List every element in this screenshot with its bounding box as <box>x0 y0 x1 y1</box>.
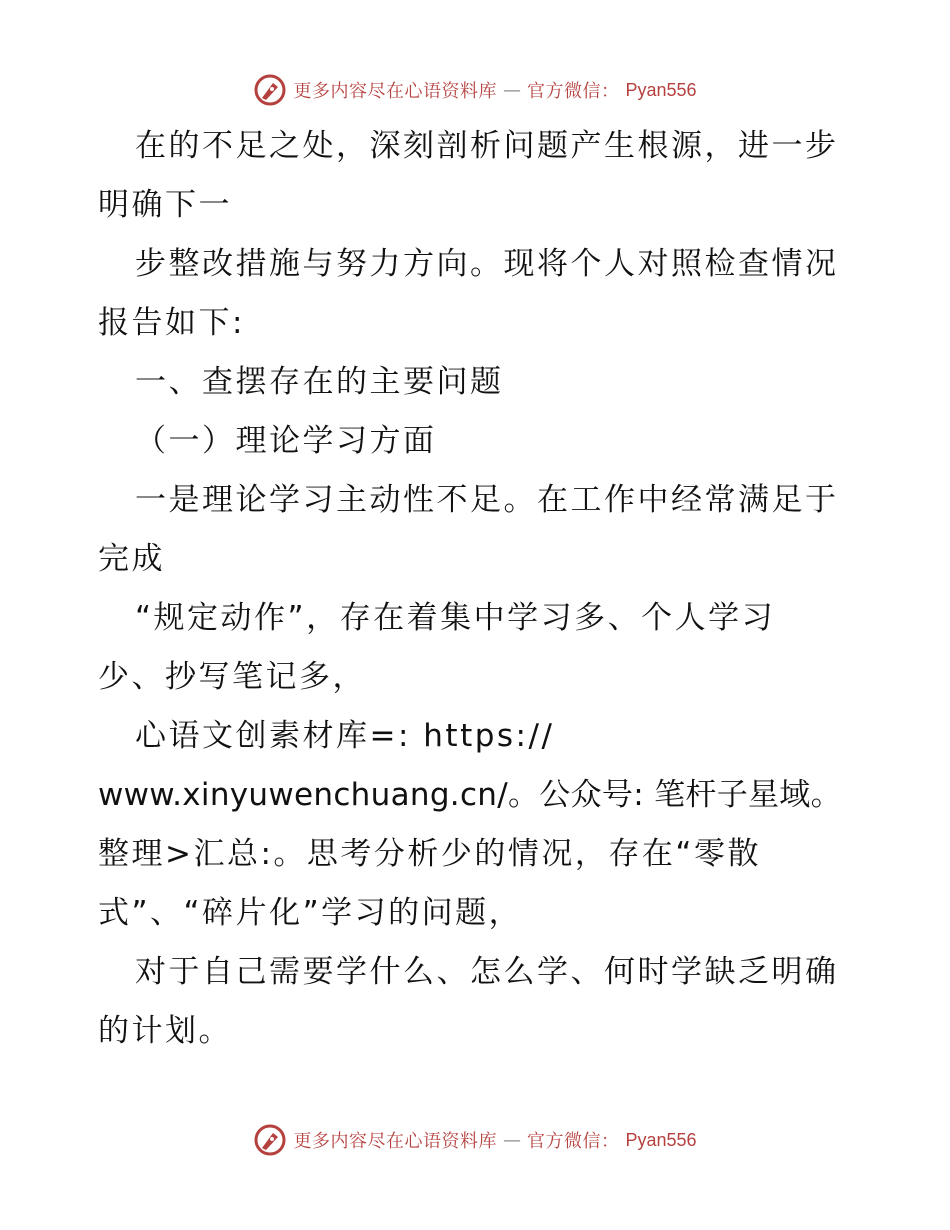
body-line: 步整改措施与努力方向。现将个人对照检查情况 <box>135 246 839 282</box>
body-line: 少、抄写笔记多， <box>98 659 366 695</box>
watermark-dash: — <box>502 79 521 101</box>
body-line: 在的不足之处，深刻剖析问题产生根源，进一步 <box>135 128 839 164</box>
watermark-wechat-id: Pyan556 <box>625 1129 697 1150</box>
body-line: 整理>汇总:。思考分析少的情况，存在“零散 <box>98 836 761 872</box>
watermark-wechat-label: 官方微信： <box>526 1131 620 1152</box>
body-line: 对于自己需要学什么、怎么学、何时学缺乏明确 <box>135 954 839 990</box>
body-line: 一是理论学习主动性不足。在工作中经常满足于 <box>135 482 839 518</box>
body-line: 心语文创素材库=: https:// <box>135 718 555 754</box>
subsection-heading: （一）理论学习方面 <box>135 423 437 459</box>
body-line: 的计划。 <box>98 1013 232 1049</box>
watermark-dash: — <box>502 1129 521 1151</box>
body-line: 完成 <box>98 541 165 577</box>
watermark-wechat-label: 官方微信： <box>526 81 620 102</box>
watermark-text: 更多内容尽在心语资料库 <box>293 1131 497 1152</box>
pen-nib-logo-icon <box>253 73 287 107</box>
header-watermark <box>0 70 950 110</box>
body-line: 报告如下: <box>98 305 245 341</box>
body-line: 式”、“碎片化”学习的问题， <box>98 895 523 931</box>
body-line: www.xinyuwenchuang.cn/。公众号: 笔杆子星域。 <box>98 777 842 813</box>
pen-nib-logo-icon <box>253 1123 287 1157</box>
body-line: “规定动作”，存在着集中学习多、个人学习 <box>135 600 776 636</box>
section-heading: 一、查摆存在的主要问题 <box>135 364 504 400</box>
body-line: 明确下一 <box>98 187 232 223</box>
watermark-wechat-id: Pyan556 <box>625 79 697 100</box>
watermark-text: 更多内容尽在心语资料库 <box>293 81 497 102</box>
footer-watermark <box>0 1120 950 1160</box>
